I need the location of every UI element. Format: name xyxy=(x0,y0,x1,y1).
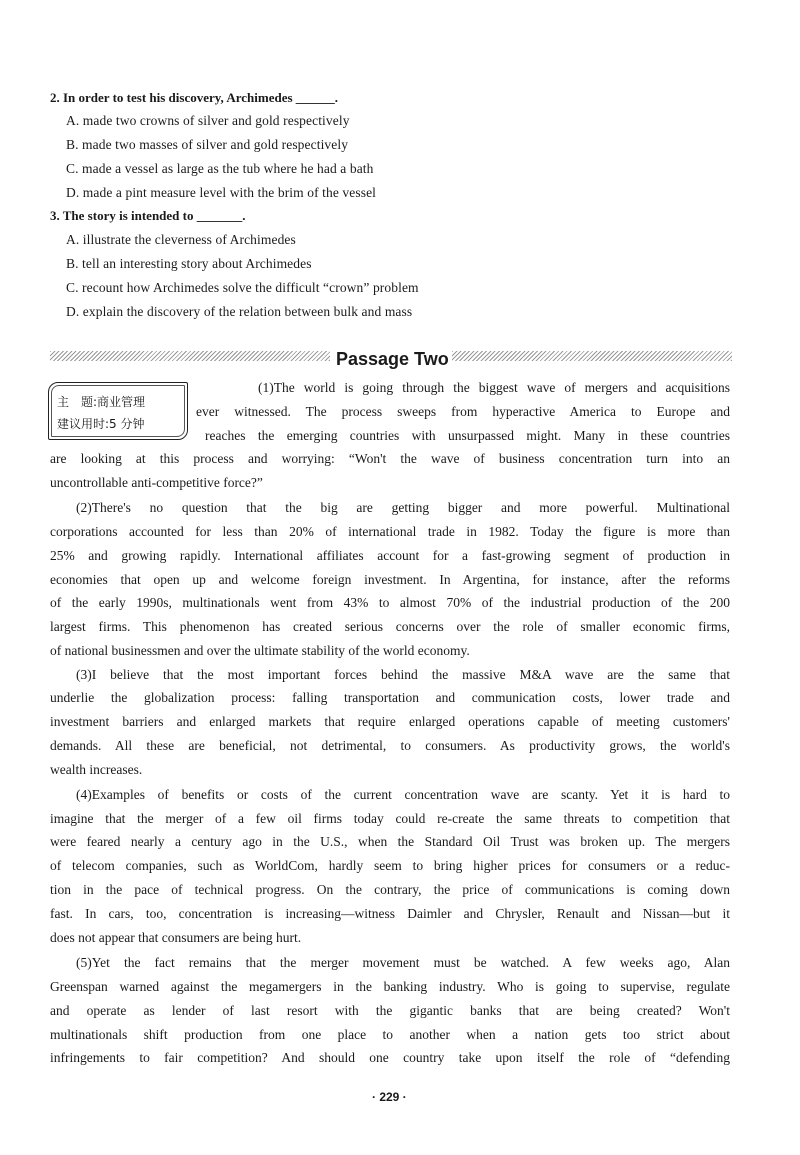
passage-line: ever witnessed. The process sweeps from hyperactive America to Europe and xyxy=(196,404,730,419)
question-2-stem: 2. In order to test his discovery, Archimedes ______. xyxy=(50,90,339,105)
passage-line: wealth increases. xyxy=(50,762,143,777)
question-3-stem: 3. The story is intended to _______. xyxy=(50,208,246,223)
passage-line: imagine that the merger of a few oil firms today could re-create the same threats to competition that xyxy=(50,811,730,826)
topic-box xyxy=(48,382,188,440)
question-2-option-b: B. made two masses of silver and gold respectively xyxy=(66,137,349,152)
passage-line: does not appear that consumers are being hurt. xyxy=(50,930,302,945)
title-divider-right xyxy=(452,351,732,361)
passage-line: (4)Examples of benefits or costs of the current concentration wave are scanty. Yet it is hard to xyxy=(76,787,730,802)
page-number: · 229 · xyxy=(372,1090,407,1104)
question-3-option-a: A. illustrate the cleverness of Archimedes xyxy=(66,232,296,247)
passage-line: of telecom companies, such as WorldCom, hardly seem to bring higher prices for consumers or a reduc- xyxy=(50,858,730,873)
passage-line: (1)The world is going through the biggest wave of mergers and acquisitions xyxy=(258,380,730,395)
passage-line: 25% and growing rapidly. International affiliates account for a fast-growing segment of production in xyxy=(50,548,730,563)
question-3-option-b: B. tell an interesting story about Archimedes xyxy=(66,256,312,271)
passage-line: economies that open up and welcome foreign investment. In Argentina, for instance, after the reforms xyxy=(50,572,730,587)
passage-line: are looking at this process and worrying: “Won't the wave of business concentration turn into an xyxy=(50,451,730,466)
passage-line: fast. In cars, too, concentration is increasing—witness Daimler and Chrysler, Renault and Nissan—but it xyxy=(50,906,730,921)
time-label: 建议用时:5 分钟 xyxy=(57,417,145,431)
question-2-option-a: A. made two crowns of silver and gold respectively xyxy=(66,113,350,128)
passage-line: infringements to fair competition? And should one country take upon itself the role of “defending xyxy=(50,1050,730,1065)
passage-line: investment barriers and enlarged markets that require enlarged operations capable of meeting customers' xyxy=(50,714,730,729)
question-3-option-c: C. recount how Archimedes solve the difficult “crown” problem xyxy=(66,280,419,295)
passage-line: Greenspan warned against the megamergers in the banking industry. Who is going to supervise, regulate xyxy=(50,979,730,994)
passage-line: and operate as lender of last resort with the gigantic banks that are being created? Won't xyxy=(50,1003,730,1018)
passage-line: largest firms. This phenomenon has created serious concerns over the role of smaller economic firms, xyxy=(50,619,730,634)
passage-line: corporations accounted for less than 20% of international trade in 1982. Today the figure is more than xyxy=(50,524,730,539)
question-3-option-d: D. explain the discovery of the relation between bulk and mass xyxy=(66,304,413,319)
passage-line: (3)I believe that the most important forces behind the massive M&A wave are the same that xyxy=(76,667,730,682)
passage-title: Passage Two xyxy=(336,349,449,369)
passage-line: were feared nearly a century ago in the U.S., when the Standard Oil Trust was broken up. The mergers xyxy=(50,834,730,849)
passage-line: (5)Yet the fact remains that the merger movement must be watched. A few weeks ago, Alan xyxy=(76,955,730,970)
title-divider-left xyxy=(50,351,330,361)
question-2-option-d: D. made a pint measure level with the brim of the vessel xyxy=(66,185,377,200)
passage-line: reaches the emerging countries with unsurpassed might. Many in these countries xyxy=(205,428,730,443)
passage-line: of the early 1990s, multinationals went from 43% to almost 70% of the industrial production of the 200 xyxy=(50,595,730,610)
passage-line: tion in the pace of technical progress. On the contrary, the price of communications is coming down xyxy=(50,882,730,897)
passage-line: of national businessmen and over the ultimate stability of the world economy. xyxy=(50,643,470,658)
passage-line: uncontrollable anti-competitive force?” xyxy=(50,475,263,490)
passage-line: (2)There's no question that the big are getting bigger and more powerful. Multinational xyxy=(76,500,730,515)
passage-line: underlie the globalization process: falling transportation and communication costs, lower trade and xyxy=(50,690,730,705)
passage-line: multinationals shift production from one place to another when a nation gets too strict about xyxy=(50,1027,730,1042)
passage-line: demands. All these are beneficial, not detrimental, to consumers. As productivity grows, the world's xyxy=(50,738,730,753)
question-2-option-c: C. made a vessel as large as the tub where he had a bath xyxy=(66,161,374,176)
topic-label: 主 题:商业管理 xyxy=(57,395,146,409)
